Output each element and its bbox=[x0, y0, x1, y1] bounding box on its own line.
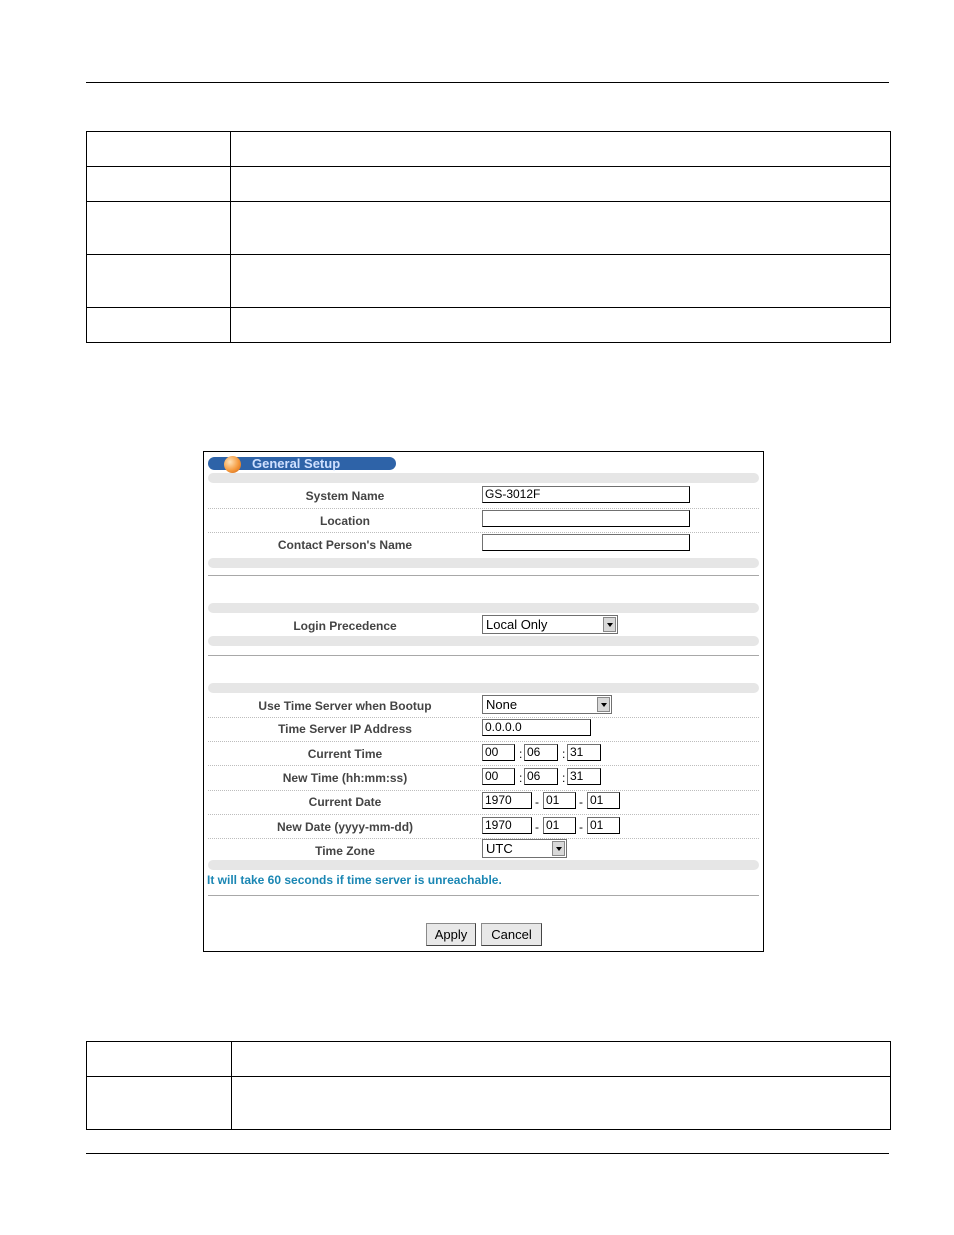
login-precedence-value: Local Only bbox=[486, 617, 548, 632]
date-separator: - bbox=[579, 795, 583, 809]
table-row bbox=[87, 167, 891, 202]
system-name-label: System Name bbox=[305, 489, 385, 503]
chevron-down-icon[interactable] bbox=[603, 617, 616, 632]
section-band bbox=[208, 683, 759, 693]
top-table bbox=[86, 131, 891, 343]
divider bbox=[208, 575, 759, 576]
new-month-input[interactable]: 01 bbox=[543, 817, 576, 834]
panel-title-bar bbox=[208, 457, 396, 470]
current-minute-input[interactable]: 06 bbox=[524, 744, 558, 761]
general-setup-panel bbox=[203, 451, 764, 952]
section-band bbox=[208, 603, 759, 613]
table-row bbox=[87, 132, 891, 167]
time-server-select[interactable] bbox=[482, 695, 612, 714]
time-separator: : bbox=[562, 771, 566, 785]
time-separator: : bbox=[562, 747, 566, 761]
system-name-input[interactable]: GS-3012F bbox=[482, 486, 690, 503]
current-second-input[interactable]: 31 bbox=[567, 744, 601, 761]
section-band bbox=[208, 558, 759, 568]
current-date-label: Current Date bbox=[308, 795, 382, 809]
table-row bbox=[87, 308, 891, 343]
section-band bbox=[208, 636, 759, 646]
current-hour-input[interactable]: 00 bbox=[482, 744, 515, 761]
date-separator: - bbox=[535, 795, 539, 809]
table-row bbox=[87, 1077, 891, 1130]
chevron-down-icon[interactable] bbox=[597, 697, 610, 712]
table-row bbox=[87, 202, 891, 255]
divider bbox=[208, 895, 759, 896]
bottom-table bbox=[86, 1041, 891, 1130]
contact-input[interactable] bbox=[482, 534, 690, 551]
panel-title: General Setup bbox=[252, 456, 341, 471]
new-time-label: New Time (hh:mm:ss) bbox=[282, 771, 408, 785]
new-date-label: New Date (yyyy-mm-dd) bbox=[276, 820, 414, 834]
date-separator: - bbox=[535, 820, 539, 834]
chevron-down-icon[interactable] bbox=[552, 841, 565, 856]
time-server-ip-input[interactable]: 0.0.0.0 bbox=[482, 719, 591, 736]
orb-icon bbox=[224, 456, 241, 473]
new-day-input[interactable]: 01 bbox=[587, 817, 620, 834]
time-zone-select[interactable] bbox=[482, 839, 567, 858]
new-hour-input[interactable]: 00 bbox=[482, 768, 515, 785]
table-row bbox=[87, 255, 891, 308]
apply-button[interactable]: Apply bbox=[426, 923, 476, 946]
time-zone-label: Time Zone bbox=[315, 844, 375, 858]
time-server-value: None bbox=[486, 697, 518, 712]
current-day-input[interactable]: 01 bbox=[587, 792, 620, 809]
time-separator: : bbox=[519, 747, 523, 761]
divider bbox=[208, 655, 759, 656]
header-rule bbox=[86, 82, 889, 83]
location-label: Location bbox=[320, 514, 370, 528]
section-band bbox=[208, 473, 759, 483]
table-row bbox=[87, 1042, 891, 1077]
new-minute-input[interactable]: 06 bbox=[524, 768, 558, 785]
new-second-input[interactable]: 31 bbox=[567, 768, 601, 785]
current-year-input[interactable]: 1970 bbox=[482, 792, 532, 809]
footer-rule bbox=[86, 1153, 889, 1154]
new-year-input[interactable]: 1970 bbox=[482, 817, 532, 834]
location-input[interactable] bbox=[482, 510, 690, 527]
time-server-label: Use Time Server when Bootup bbox=[258, 699, 432, 713]
contact-label: Contact Person's Name bbox=[277, 538, 413, 552]
time-zone-value: UTC bbox=[486, 841, 513, 856]
login-precedence-select[interactable] bbox=[482, 615, 618, 634]
cancel-button[interactable]: Cancel bbox=[481, 923, 542, 946]
current-month-input[interactable]: 01 bbox=[543, 792, 576, 809]
time-server-ip-label: Time Server IP Address bbox=[278, 722, 412, 736]
section-band bbox=[208, 860, 759, 870]
date-separator: - bbox=[579, 820, 583, 834]
time-separator: : bbox=[519, 771, 523, 785]
timeout-note: It will take 60 seconds if time server is unreachable. bbox=[207, 873, 502, 887]
login-precedence-label: Login Precedence bbox=[293, 619, 397, 633]
current-time-label: Current Time bbox=[307, 747, 383, 761]
